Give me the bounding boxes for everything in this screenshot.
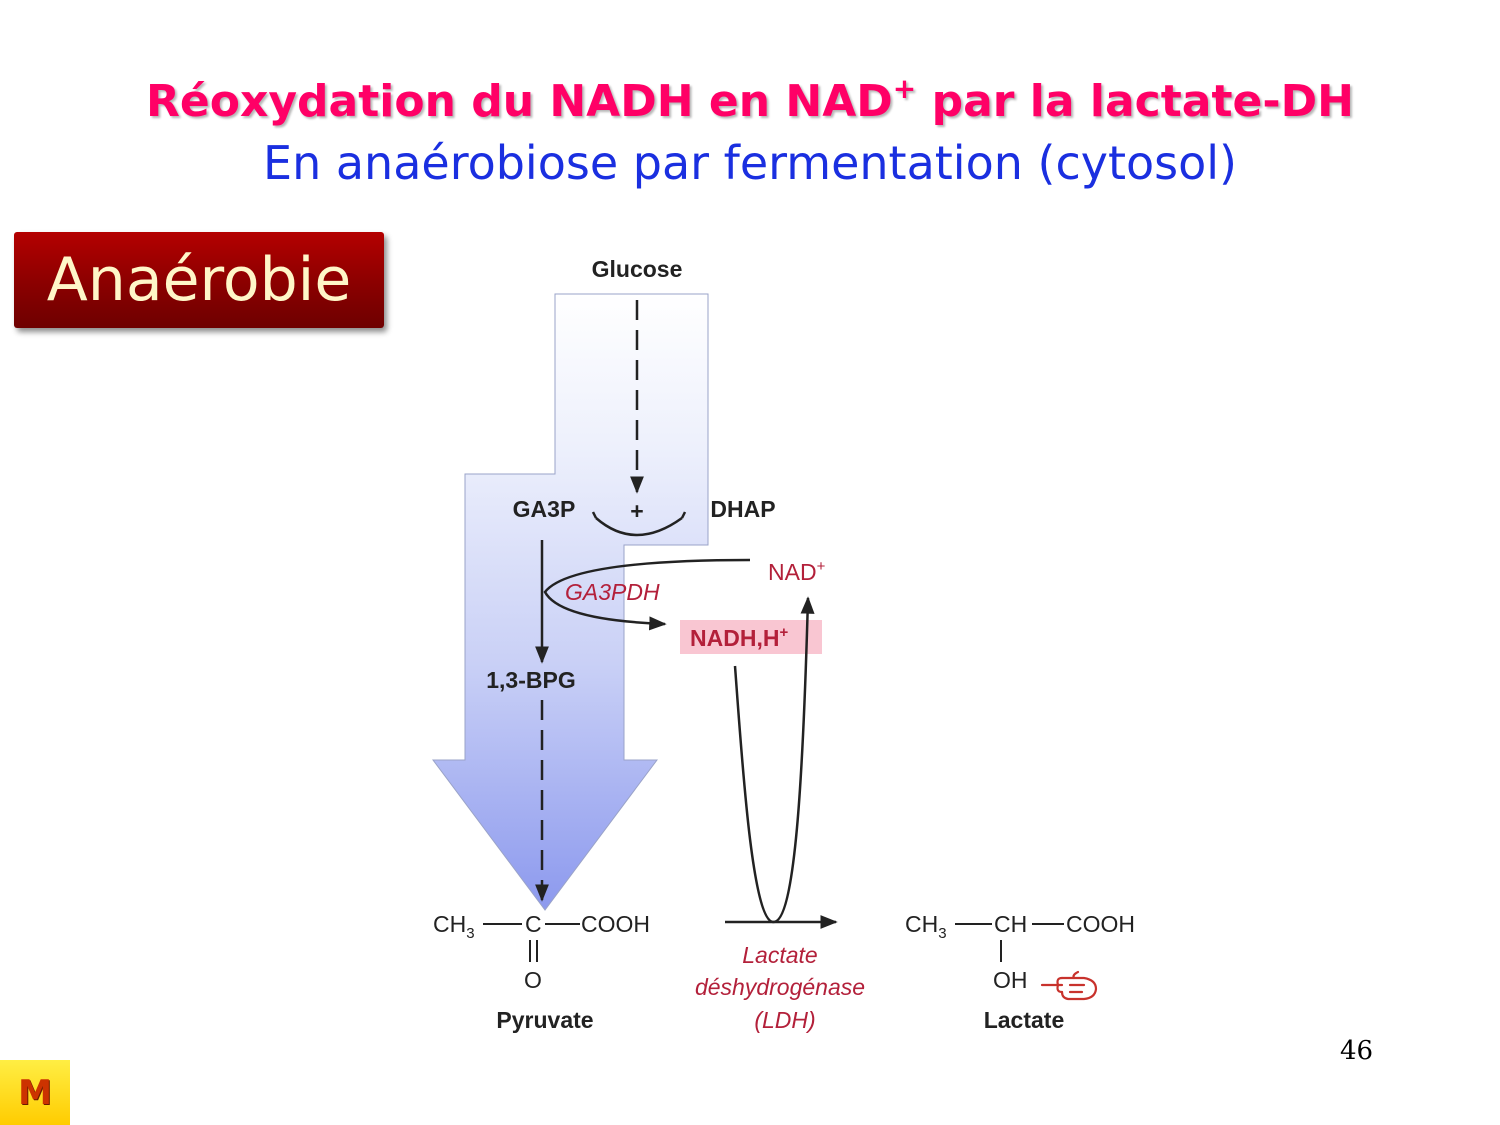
- pyruvate-cooh: COOH: [581, 911, 650, 937]
- pyruvate-label: Pyruvate: [496, 1007, 594, 1033]
- ga3p-label: GA3P: [512, 496, 576, 522]
- pointing-hand-icon: [1042, 972, 1096, 999]
- plus-label: +: [630, 498, 644, 524]
- dhap-label: DHAP: [710, 496, 776, 522]
- lactate-ch3: $CH_3$: [905, 911, 947, 942]
- lactate-cooh: COOH: [1066, 911, 1135, 937]
- ldh-line1: Lactate: [742, 942, 818, 968]
- menu-m-button[interactable]: [0, 1060, 70, 1125]
- m-button-label: M: [18, 1072, 52, 1113]
- page-number: 46: [1340, 1036, 1374, 1066]
- glucose-label: Glucose: [591, 256, 683, 282]
- pyruvate-ch3: $CH_3$: [433, 911, 475, 942]
- nadh-label: NADH,H+: [690, 624, 789, 651]
- ldh-line3: (LDH): [754, 1007, 816, 1033]
- bpg-label: 1,3-BPG: [486, 667, 576, 693]
- lactate-oh: OH: [993, 967, 1028, 993]
- nad-label: NAD+: [768, 558, 826, 585]
- lactate-ch: CH: [994, 911, 1028, 937]
- pyruvate-o: O: [524, 967, 542, 993]
- pyruvate-c: C: [525, 911, 542, 937]
- lactate-label: Lactate: [983, 1007, 1065, 1033]
- ldh-line2: déshydrogénase: [694, 974, 866, 1000]
- slide-title: Réoxydation du NADH en NAD+ par la lactate-DH: [146, 72, 1354, 127]
- badge-label: Anaérobie: [46, 245, 352, 315]
- slide-subtitle: En anaérobiose par fermentation (cytosol): [263, 136, 1237, 190]
- ga3pdh-enzyme-label: GA3PDH: [565, 579, 660, 605]
